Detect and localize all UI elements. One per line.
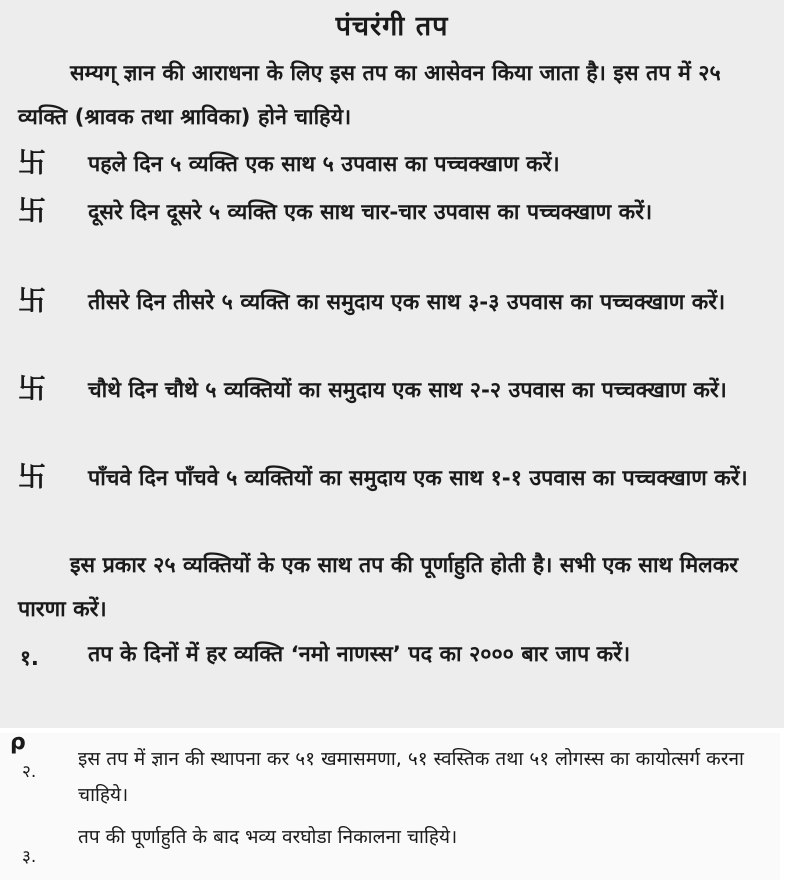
- swastika-icon: 卐: [18, 194, 47, 227]
- rule-number: २.: [22, 762, 37, 782]
- rule-number: ३.: [22, 847, 37, 867]
- page-edge-mark: ρ: [10, 733, 26, 755]
- swastika-icon: 卐: [18, 284, 47, 317]
- rule-3-text: तप की पूर्णाहुति के बाद भव्य वरघोडा निकालना चाहिये।: [78, 826, 458, 848]
- rule-1-text: तप के दिनों में हर व्यक्ति ‘नमो नाणस्स’ पद का २००० बार जाप करें।: [88, 642, 631, 667]
- swastika-icon: 卐: [18, 372, 47, 405]
- bullet-day-2: दूसरे दिन दूसरे ५ व्यक्ति एक साथ चार-चार उपवास का पच्चक्खाण करें।: [88, 200, 653, 225]
- bullet-day-4: चौथे दिन चौथे ५ व्यक्तियों का समुदाय एक साथ २-२ उपवास का पच्चक्खाण करें।: [88, 378, 727, 403]
- swastika-icon: 卐: [18, 146, 47, 179]
- summary-paragraph: इस प्रकार २५ व्यक्तियों के एक साथ तप की पूर्णाहुति होती है। सभी एक साथ मिलकर पारणा करें।: [18, 553, 739, 622]
- scanned-page-bottom: [0, 733, 780, 880]
- swastika-icon: 卐: [18, 460, 47, 493]
- intro-paragraph: सम्यग् ज्ञान की आराधना के लिए इस तप का आसेवन किया जाता है। इस तप में २५ व्यक्ति (श्रावक तथा श्राविका) होने चाहिये।: [18, 61, 721, 130]
- rule-2-text: इस तप में ज्ञान की स्थापना कर ५१ खमासमणा, ५१ स्वस्तिक तथा ५१ लोगस्स का कायोत्सर्ग करना चाहिये।: [78, 748, 744, 806]
- page-title: पंचरंगी तप: [335, 11, 449, 42]
- bullet-day-5: पाँचवे दिन पाँचवे ५ व्यक्तियों का समुदाय एक साथ १-१ उपवास का पच्चक्खाण करें।: [88, 466, 748, 491]
- rule-number: १.: [20, 646, 39, 670]
- bullet-day-3: तीसरे दिन तीसरे ५ व्यक्ति का समुदाय एक साथ ३-३ उपवास का पच्चक्खाण करें।: [88, 290, 726, 315]
- bullet-day-1: पहले दिन ५ व्यक्ति एक साथ ५ उपवास का पच्चक्खाण करें।: [88, 152, 560, 177]
